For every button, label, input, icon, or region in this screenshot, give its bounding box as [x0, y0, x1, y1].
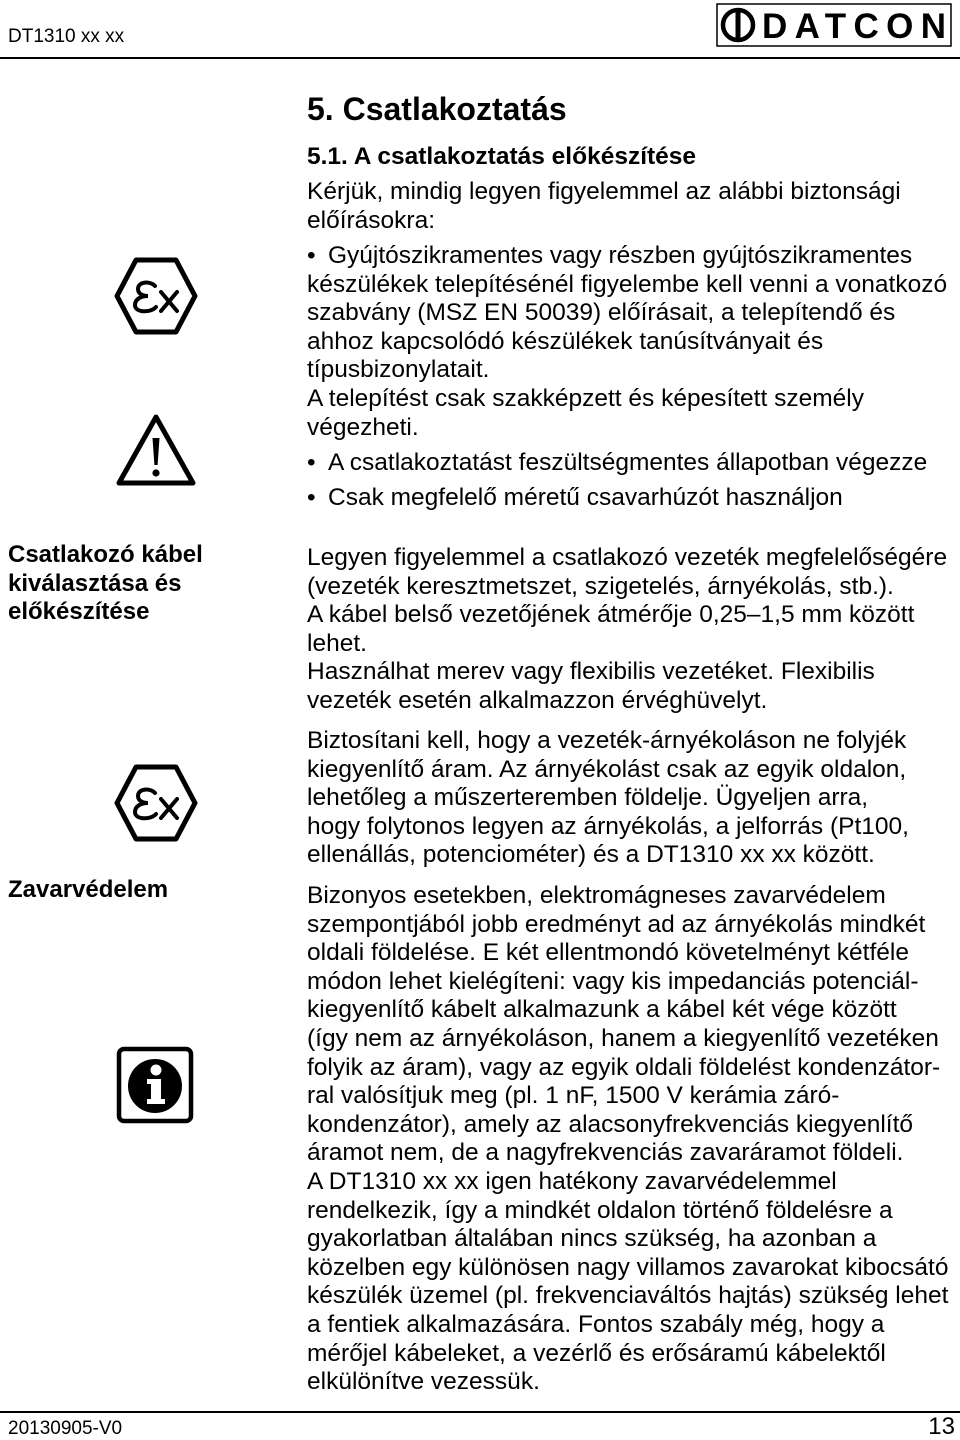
interference-paragraph	[307, 882, 948, 1397]
safety-intro	[307, 178, 901, 235]
chapter-title: 5. Csatlakoztatás	[307, 91, 567, 127]
text-line: • Gyújtószikramentes vagy részben gyújtószikramentes	[307, 242, 947, 271]
side-heading-interference: Zavarvédelem	[8, 876, 169, 903]
cable-paragraph-1	[307, 544, 947, 716]
safety-bullet-power-off	[307, 449, 927, 478]
side-heading-line: előkészítése	[8, 598, 150, 626]
text-line: végezheti.	[307, 413, 419, 441]
text-line: hogy folytonos legyen az árnyékolás, a jelforrás (Pt100,	[307, 812, 909, 840]
text-line: folyik az áram), vagy az egyik oldali földelést kondenzátor-	[307, 1053, 941, 1081]
info-icon	[116, 1046, 194, 1124]
datcon-logo	[716, 3, 952, 47]
text-line: szempontjából jobb eredményt ad az árnyékolás mindkét	[307, 910, 926, 938]
text-line: a fentiek alkalmazására. Fontos szabály még, hogy a	[307, 1310, 885, 1338]
text-line: gyakorlatban általában nincs szükség, ha azonban a	[307, 1225, 877, 1253]
text-line: Bizonyos esetekben, elektromágneses zavarvédelem	[307, 882, 886, 909]
text-line: készülékek telepítésénél figyelembe kell venni a vonatkozó	[307, 270, 948, 298]
text-line: Biztosítani kell, hogy a vezeték-árnyékoláson ne folyjék	[307, 727, 907, 754]
text-line: ellenállás, potenciométer) és a DT1310 xx xx között.	[307, 841, 875, 869]
text-line: ahhoz kapcsolódó készülékek tanúsítványait és	[307, 327, 824, 355]
header-rule	[0, 57, 960, 59]
text-line: mérőjel kábeleket, a vezérlő és erősáramú kábelektől	[307, 1339, 886, 1367]
text-line: készülék üzemel (pl. frekvenciaváltós hajtás) szükség lehet	[307, 1282, 949, 1310]
warning-triangle-icon	[115, 413, 197, 487]
text-line: lehetőleg a műszerteremben földelje. Ügyeljen arra,	[307, 784, 869, 812]
text-line: • A csatlakoztatást feszültségmentes állapotban végezze	[307, 449, 927, 478]
text-line: módon lehet kielégíteni: vagy kis impedanciás potenciál-	[307, 967, 919, 995]
side-heading-line: kiválasztása és	[8, 569, 182, 597]
text-line: előírásokra:	[307, 206, 436, 234]
section-title: 5.1. A csatlakoztatás előkészítése	[307, 143, 697, 170]
ex-hexagon-icon	[114, 256, 198, 336]
text-line: szabvány (MSZ EN 50039) előírásait, a telepítendő és	[307, 299, 896, 327]
text-line: közelben egy különösen nagy villamos zavarokat kibocsátó	[307, 1253, 949, 1281]
text-line: • Csak megfelelő méretű csavarhúzót használjon	[307, 484, 843, 513]
logo-wordmark: DATCON	[762, 7, 946, 46]
text-line: (így nem az árnyékoláson, hanem a kiegyenlítő vezetéken	[307, 1024, 939, 1052]
text-line: oldali földelése. E két ellentmondó követelményt kétféle	[307, 939, 909, 967]
text-line: kiegyenlítő kábelt alkalmazunk a kábel két vége között	[307, 996, 897, 1024]
document-code: DT1310 xx xx	[8, 26, 125, 47]
safety-bullet-screwdriver	[307, 484, 843, 513]
text-line: A kábel belső vezetőjének átmérője 0,25–1,5 mm között	[307, 601, 915, 629]
side-heading-cable	[8, 541, 203, 627]
text-line: Használhat merev vagy flexibilis vezetéket. Flexibilis	[307, 658, 875, 686]
text-line: (vezeték keresztmetszet, szigetelés, árnyékolás, stb.).	[307, 572, 894, 600]
safety-bullet-standards	[307, 242, 947, 442]
cable-paragraph-2	[307, 727, 909, 870]
text-line: elkülönítve vezessük.	[307, 1368, 540, 1396]
text-line: lehet.	[307, 629, 367, 657]
datcon-power-icon	[723, 8, 753, 42]
text-line: A DT1310 xx xx igen hatékony zavarvédelemmel	[307, 1167, 837, 1195]
ex-hexagon-icon	[114, 763, 198, 843]
revision-code: 20130905-V0	[8, 1418, 123, 1439]
footer-rule	[0, 1411, 960, 1413]
text-line: kiegyenlítő áram. Az árnyékolást csak az egyik oldalon,	[307, 755, 907, 783]
text-line: áramot nem, de a nagyfrekvenciás zavaráramot földeli.	[307, 1139, 904, 1167]
side-heading-line: Csatlakozó kábel	[8, 541, 203, 568]
page-number: 13	[928, 1413, 955, 1440]
text-line: A telepítést csak szakképzett és képesített személy	[307, 384, 864, 412]
text-line: kondenzátor), amely az alacsonyfrekvenciás kiegyenlítő	[307, 1110, 914, 1138]
text-line: Legyen figyelemmel a csatlakozó vezeték megfelelőségére	[307, 544, 948, 571]
text-line: Kérjük, mindig legyen figyelemmel az alábbi biztonsági	[307, 178, 901, 205]
text-line: vezeték esetén alkalmazzon érvéghüvelyt.	[307, 686, 768, 714]
text-line: típusbizonylatait.	[307, 356, 490, 384]
text-line: rendelkezik, így a mindkét oldalon történő földelésre a	[307, 1196, 893, 1224]
text-line: ral valósítjuk meg (pl. 1 nF, 1500 V kerámia záró-	[307, 1082, 840, 1110]
